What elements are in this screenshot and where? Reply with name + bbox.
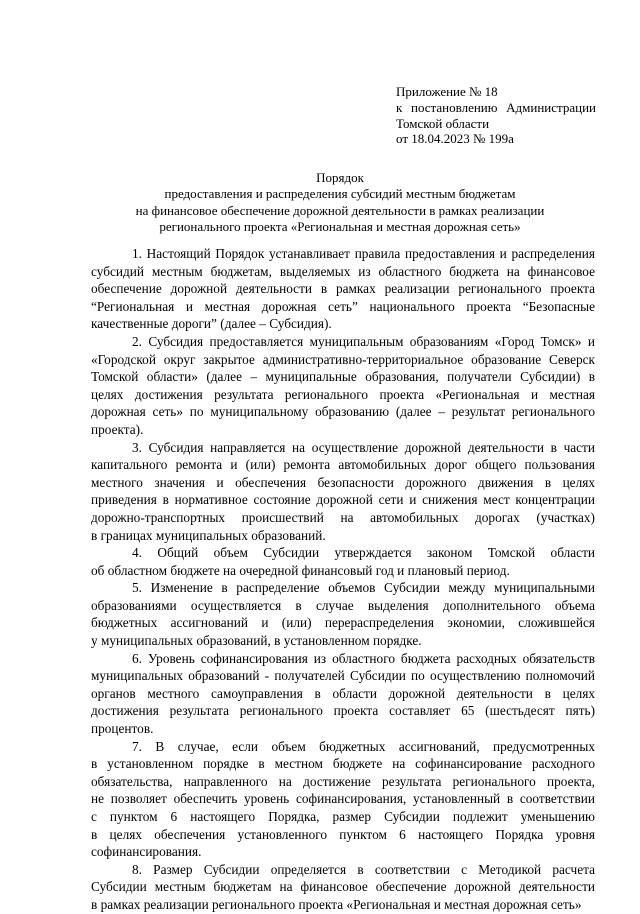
appendix-word-resolution: постановлению	[411, 99, 498, 115]
title-heading: Порядок	[316, 170, 364, 185]
paragraph-line: об областном бюджете на очередной финансовый год и плановый период.	[91, 562, 510, 578]
paragraph-line: дорожная сеть» по муниципальному образованию (далее – результат регионального	[91, 404, 595, 420]
paragraph-line: 5. Изменение в распределение объемов Субсидии между муниципальными	[132, 580, 595, 596]
paragraph-line: обязательства, направленного на достижение результата регионального проекта,	[91, 773, 595, 789]
paragraph-line: в установленном порядке в местном бюджете на софинансирование расходного	[91, 756, 595, 772]
paragraph-4	[91, 544, 595, 579]
appendix-number: Приложение № 18	[396, 84, 498, 99]
paragraph-2	[91, 333, 595, 439]
paragraph-line: субсидий местным бюджетам, выделяемых из областного бюджета на финансовое	[91, 263, 595, 279]
appendix-word-administration: Администрации	[506, 99, 596, 115]
appendix-date: от 18.04.2023 № 199а	[396, 131, 514, 147]
title-line: на финансовое обеспечение дорожной деятельности в рамках реализации	[135, 202, 545, 218]
paragraph-line: софинансирования.	[91, 844, 202, 860]
paragraph-line: капитального ремонта и (или) ремонта автомобильных дорог общего пользования	[91, 457, 595, 473]
paragraph-line: в рамках реализации регионального проекта «Региональная и местная дорожная сеть»	[91, 896, 582, 912]
paragraph-line: образованиями осуществляется в случае выделения дополнительного объема	[91, 597, 595, 613]
paragraph-line: обеспечение дорожной деятельности в рамках реализации регионального проекта	[91, 281, 595, 297]
paragraph-line: 7. В случае, если объем бюджетных ассигнований, предусмотренных	[132, 738, 595, 754]
paragraph-line: “Региональная и местная дорожная сеть” национального проекта “Безопасные	[91, 298, 595, 314]
paragraph-line: 6. Уровень софинансирования из областного бюджета расходных обязательств	[132, 650, 595, 666]
paragraph-line: бюджетных ассигнований и (или) перераспределения экономии, сложившейся	[91, 615, 595, 631]
paragraph-line: «Городской округ закрытое административно-территориальное образование Северск	[91, 351, 595, 367]
paragraph-line: местного значения и обеспечения безопасности дорожного движения в целях	[91, 474, 595, 490]
paragraph-7	[91, 738, 595, 861]
document-body	[91, 245, 595, 914]
appendix-region: Томской области	[396, 115, 490, 131]
title-line: предоставления и распределения субсидий местным бюджетам	[164, 186, 516, 202]
paragraph-5	[91, 579, 595, 649]
document-title	[90, 170, 590, 236]
paragraph-line: проекта).	[91, 421, 144, 437]
paragraph-3	[91, 439, 595, 545]
paragraph-6	[91, 650, 595, 738]
paragraph-line: 4. Общий объем Субсидии утверждается законом Томской области	[132, 545, 595, 561]
appendix-header	[396, 84, 596, 147]
paragraph-line: 8. Размер Субсидии определяется в соответствии с Методикой расчета	[132, 861, 595, 877]
paragraph-line: Субсидии местным бюджетам на финансовое обеспечение дорожной деятельности	[91, 879, 595, 895]
paragraph-line: с пунктом 6 настоящего Порядка, размер Субсидии подлежит уменьшению	[91, 809, 595, 824]
paragraph-line: органов местного самоуправления в области дорожной деятельности в целях	[91, 685, 595, 701]
paragraph-line: у муниципальных образований, в установленном порядке.	[91, 633, 422, 649]
paragraph-line: дорожно-транспортных происшествий на автомобильных дорогах (участках)	[91, 509, 595, 525]
paragraph-1	[91, 245, 595, 333]
paragraph-line: качественные дороги” (далее – Субсидия).	[91, 316, 332, 332]
paragraph-line: 2. Субсидия предоставляется муниципальным образованиям «Город Томск» и	[132, 333, 595, 349]
paragraph-line: муниципальных образований - получателей Субсидии по осуществлению полномочий	[91, 668, 595, 684]
paragraph-line: Томской области» (далее – муниципальные образования, получатели Субсидии) в	[91, 369, 595, 385]
paragraph-line: в границах муниципальных образований.	[91, 527, 326, 543]
paragraph-line: в целях обеспечения установленного пунктом 6 настоящего Порядка уровня	[91, 826, 595, 842]
paragraph-line: целях достижения результата регионального проекта «Региональная и местная	[91, 386, 595, 402]
paragraph-line: достижения результата регионального проекта составляет 65 (шестьдесят пять)	[91, 703, 595, 719]
paragraph-line: процентов.	[91, 721, 154, 737]
appendix-word-k: к	[396, 99, 403, 115]
paragraph-line: 3. Субсидия направляется на осуществление дорожной деятельности в части	[132, 439, 595, 455]
paragraph-line: приведения в нормативное состояние дорожной сети и снижения мест концентрации	[91, 492, 595, 508]
title-line: регионального проекта «Региональная и местная дорожная сеть»	[159, 219, 521, 235]
appendix-resolution-line	[396, 100, 596, 116]
paragraph-8	[91, 861, 595, 914]
paragraph-line: не позволяет обеспечить уровень софинансирования, установленный в соответствии	[91, 791, 595, 807]
paragraph-line: 1. Настоящий Порядок устанавливает правила предоставления и распределения	[132, 246, 595, 261]
